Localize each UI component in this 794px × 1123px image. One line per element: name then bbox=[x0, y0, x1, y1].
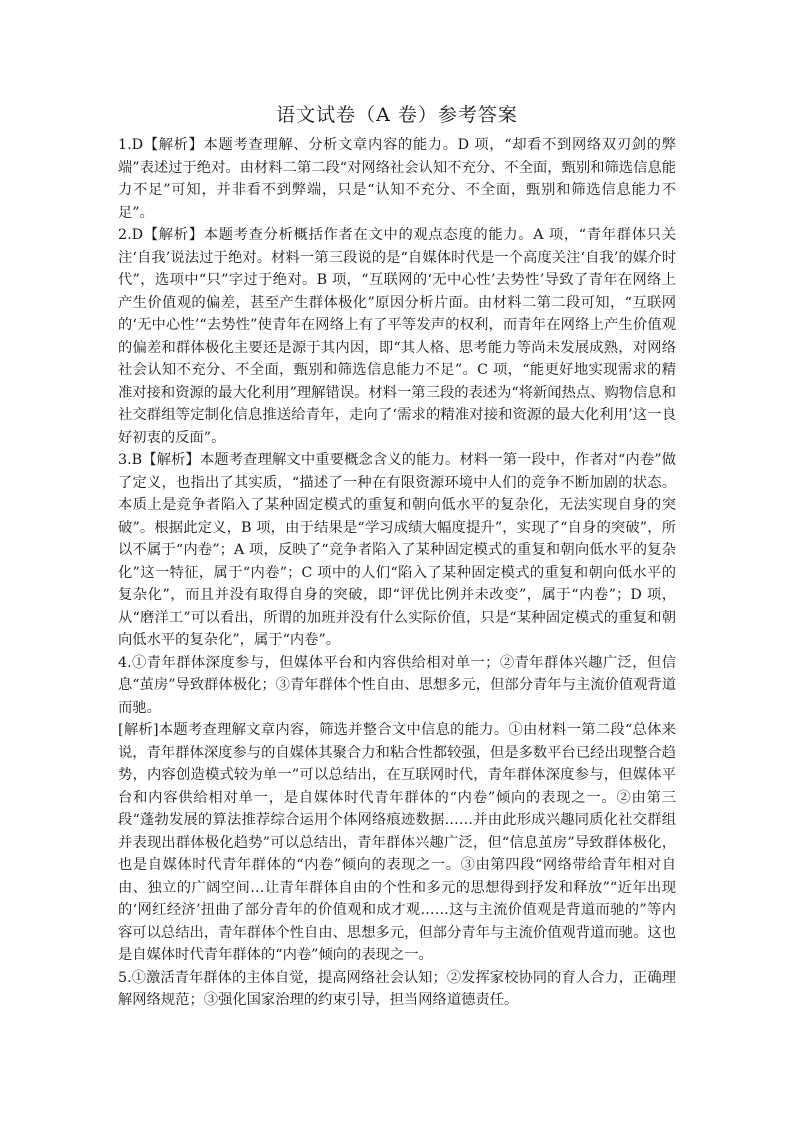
answer-1: 1.D【解析】本题考查理解、分析文章内容的能力。D 项，“却看不到网络双刃剑的弊端”表述过于绝对。由材料二第二段“对网络社会认知不充分、不全面，甄别和筛选信息能力不足”可知，并非看不到弊端，只是“认知不充分、不全面，甄别和筛选信息能力不足”。 bbox=[118, 137, 676, 221]
answer-document bbox=[118, 100, 676, 1012]
answer-3: 3.B【解析】本题考查理解文中重要概念含义的能力。材料一第一段中，作者对“内卷”做了定义，也指出了其实质，“描述了一种在有限资源环境中人们的竞争不断加剧的状态。本质上是竞争者陷入了某种固定模式的重复和朝向低水平的复杂化，无法实现自身的突破”。根据此定义，B 项，由于结果是“学习成绩大幅度提升”，实现了“自身的突破”，所以不属于“内卷”；A 项，反映了“竞争者陷入了某种固定模式的重复和朝向低水平的复杂化”这一特征，属于“内卷”；C 项中的人们“陷入了某种固定模式的重复和朝向低水平的复杂化”，而且并没有取得自身的突破，即“评优比例并未改变”，属于“内卷”；D 项，从“磨洋工”可以看出，所谓的加班并没有什么实际价值，只是“某种固定模式的重复和朝向低水平的复杂化”，属于“内卷”。 bbox=[118, 452, 676, 648]
answer-5: 5.①激活青年群体的主体自觉，提高网络社会认知；②发挥家校协同的育人合力，正确理解网络规范；③强化国家治理的约束引导，担当网络道德责任。 bbox=[118, 969, 676, 1008]
answer-2: 2.D【解析】本题考查分析概括作者在文中的观点态度的能力。A 项，“青年群体只关注‘自我’说法过于绝对。材料一第三段说的是“自媒体时代是一个高度关注‘自我’的媒介时代”，选项中“只”字过于绝对。B 项，“互联网的‘无中心性’去势性’导致了青年在网络上产生价值观的偏差，甚至产生群体极化”原因分析片面。由材料二第二段可知，“互联网的‘无中心性’“去势性”使青年在网络上有了平等发声的权利，而青年在网络上产生价值观的偏差和群体极化主要还是源于其内因，即“其人格、思考能力等尚未发展成熟，对网络社会认知不充分、不全面，甄别和筛选信息能力不足”。C 项，“能更好地实现需求的精准对接和资源的最大化利用”理解错误。材料一第三段的表述为“将新闻热点、购物信息和社交群组等定制化信息推送给青年，走向了‘需求的精准对接和资源的最大化利用’这一良好初衷的反面”。 bbox=[118, 227, 676, 446]
answer-4-analysis: [解析]本题考查理解文章内容，筛选并整合文中信息的能力。①由材料一第二段“总体来说，青年群体深度参与的自媒体其聚合力和粘合性都较强，但是多数平台已经出现整合趋势，内容创造模式较为单一”可以总结出，在互联网时代，青年群体深度参与，但媒体平台和内容供给相对单一，是自媒体时代青年群体的“内卷”倾向的表现之一。②由第三段“蓬勃发展的算法推荐综合运用个体网络痕迹数据……并由此形成兴趣同质化社交群组并表现出群体极化趋势”可以总结出，青年群体兴趣广泛，但“信息茧房”导致群体极化，也是自媒体时代青年群体的“内卷”倾向的表现之一。③由第四段“网络带给青年相对自由、独立的广阔空间…让青年群体自由的个性和多元的思想得到抒发和释放”“近年出现的‘网红经济’扭曲了部分青年的价值观和成才观……这与主流价值观是背道而驰的”等内容可以总结出，青年群体个性自由、思想多元，但部分青年与主流价值观背道而驰。这也是自媒体时代青年群体的“内卷”倾向的表现之一。 bbox=[118, 722, 676, 963]
document-title: 语文试卷（A 卷）参考答案 bbox=[276, 104, 518, 126]
answer-4: 4.①青年群体深度参与，但媒体平台和内容供给相对单一；②青年群体兴趣广泛，但信息“茧房”导致群体极化；③青年群体个性自由、思想多元，但部分青年与主流价值观背道而驰。 bbox=[118, 654, 676, 716]
